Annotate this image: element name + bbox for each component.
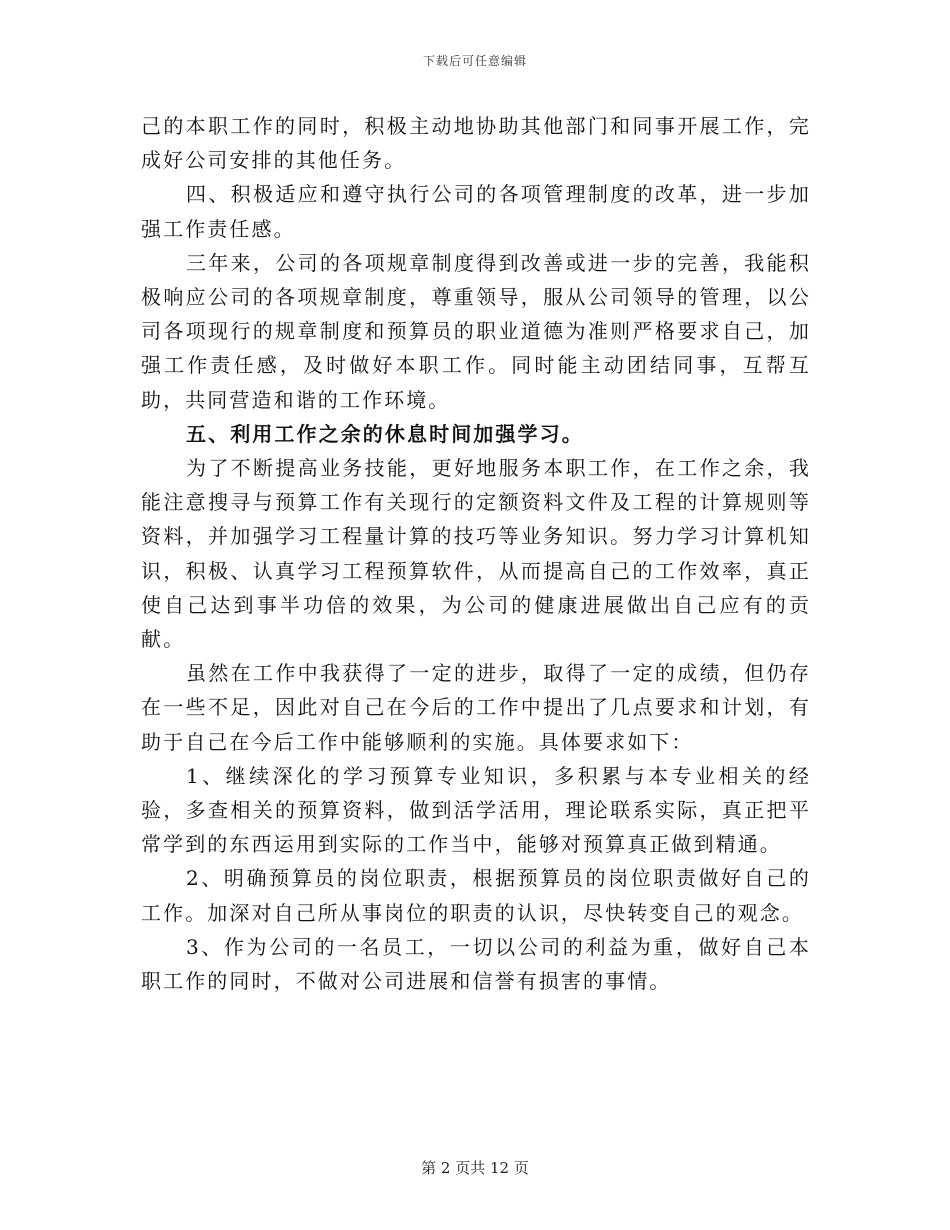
list-item-1: 1、继续深化的学习预算专业知识，多积累与本专业相关的经验，多查相关的预算资料，做到活学活用，理论联系实际，真正把平常学到的东西运用到实际的工作当中，能够对预算真正做到精通。: [141, 763, 811, 857]
paragraph-learning: 为了不断提高业务技能，更好地服务本职工作，在工作之余，我能注意搜寻与预算工作有关现行的定额资料文件及工程的计算规则等资料，并加强学习工程量计算的技巧等业务知识。努力学习计算机知识，积极、认真学习工程预算软件，从而提高自己的工作效率，真正使自己达到事半功倍的效果，为公司的健康进展做出自己应有的贡献。: [141, 456, 811, 652]
list-item-2: 2、明确预算员的岗位职责，根据预算员的岗位职责做好自己的工作。加深对自己所从事岗位的职责的认识，尽快转变自己的观念。: [141, 866, 811, 925]
section-four-heading: 四、积极适应和遵守执行公司的各项管理制度的改革，进一步加强工作责任感。: [141, 182, 811, 241]
document-body: [141, 109, 811, 998]
paragraph-regulations: 三年来，公司的各项规章制度得到改善或进一步的完善，我能积极响应公司的各项规章制度，尊重领导，服从公司领导的管理，以公司各项现行的规章制度和预算员的职业道德为准则严格要求自己，加强工作责任感，及时做好本职工作。同时能主动团结同事，互帮互助，共同营造和谐的工作环境。: [141, 250, 811, 412]
header-note: 下载后可任意编辑: [422, 54, 527, 68]
paragraph-shortcomings: 虽然在工作中我获得了一定的进步，取得了一定的成绩，但仍存在一些不足，因此对自己在今后的工作中提出了几点要求和计划，有助于自己在今后工作中能够顺利的实施。具体要求如下：: [141, 661, 811, 754]
section-five-heading: 五、利用工作之余的休息时间加强学习。: [186, 421, 584, 446]
page-number: 第 2 页共 12 页: [421, 1159, 529, 1177]
paragraph-continuation: 己的本职工作的同时，积极主动地协助其他部门和同事开展工作，完成好公司安排的其他任务。: [141, 114, 811, 173]
list-item-3: 3、作为公司的一名员工，一切以公司的利益为重，做好自己本职工作的同时，不做对公司进展和信誉有损害的事情。: [141, 934, 811, 994]
